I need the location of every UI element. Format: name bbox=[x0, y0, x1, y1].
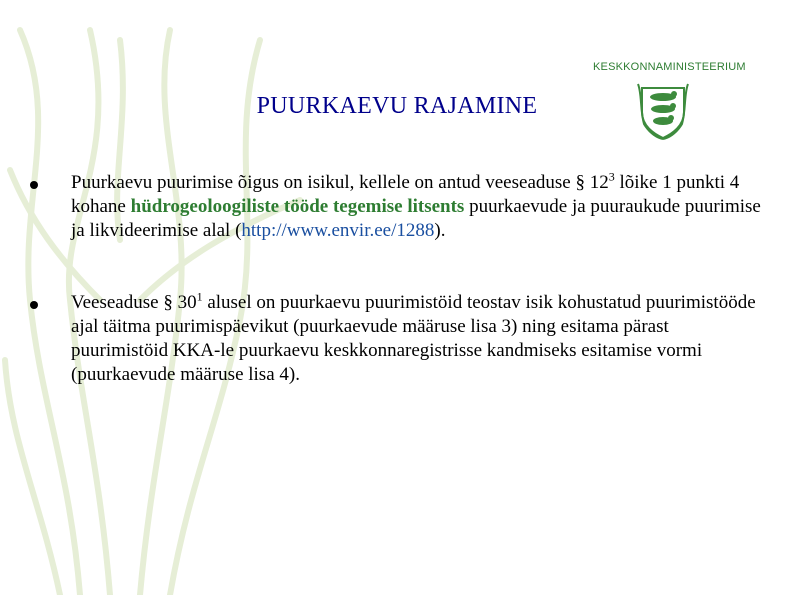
text-segment: puurkaevude ja puuraukude puurimise ja likvideerimise alal ( bbox=[71, 196, 761, 241]
ministry-name: KESKKONNAMINISTEERIUM bbox=[593, 61, 746, 73]
bullet-marker-1 bbox=[30, 181, 38, 189]
bullet-paragraph-1 bbox=[71, 171, 761, 243]
text-segment: lõike 1 punkti 4 kohane bbox=[71, 172, 740, 217]
superscript: 1 bbox=[196, 289, 203, 304]
text-segment: alusel on puurkaevu puurimistöid teostav isik kohustatud puurimistööde ajal täitma puurimispäevikut (puurkaevude määruse lisa 3) ning esitama pärast puurimistöid KKA-le puurkaevu keskkonnaregistrisse kandmiseks esitamise vormi (puurkaevude määruse lisa 4). bbox=[71, 292, 756, 385]
envir-link[interactable]: http://www.envir.ee/1288 bbox=[241, 220, 435, 241]
slide-title: PUURKAEVU RAJAMINE bbox=[256, 93, 538, 119]
bullet-paragraph-2 bbox=[71, 291, 761, 387]
text-segment: Veeseaduse § 30 bbox=[71, 292, 197, 313]
text-segment: ). bbox=[434, 220, 446, 241]
text-segment: Puurkaevu puurimise õigus on isikul, kellele on antud veeseaduse § 12 bbox=[71, 172, 609, 193]
bullet-marker-2 bbox=[30, 301, 38, 309]
superscript: 3 bbox=[608, 169, 615, 184]
license-emphasis: hüdrogeoloogiliste tööde tegemise litsents bbox=[130, 196, 465, 217]
